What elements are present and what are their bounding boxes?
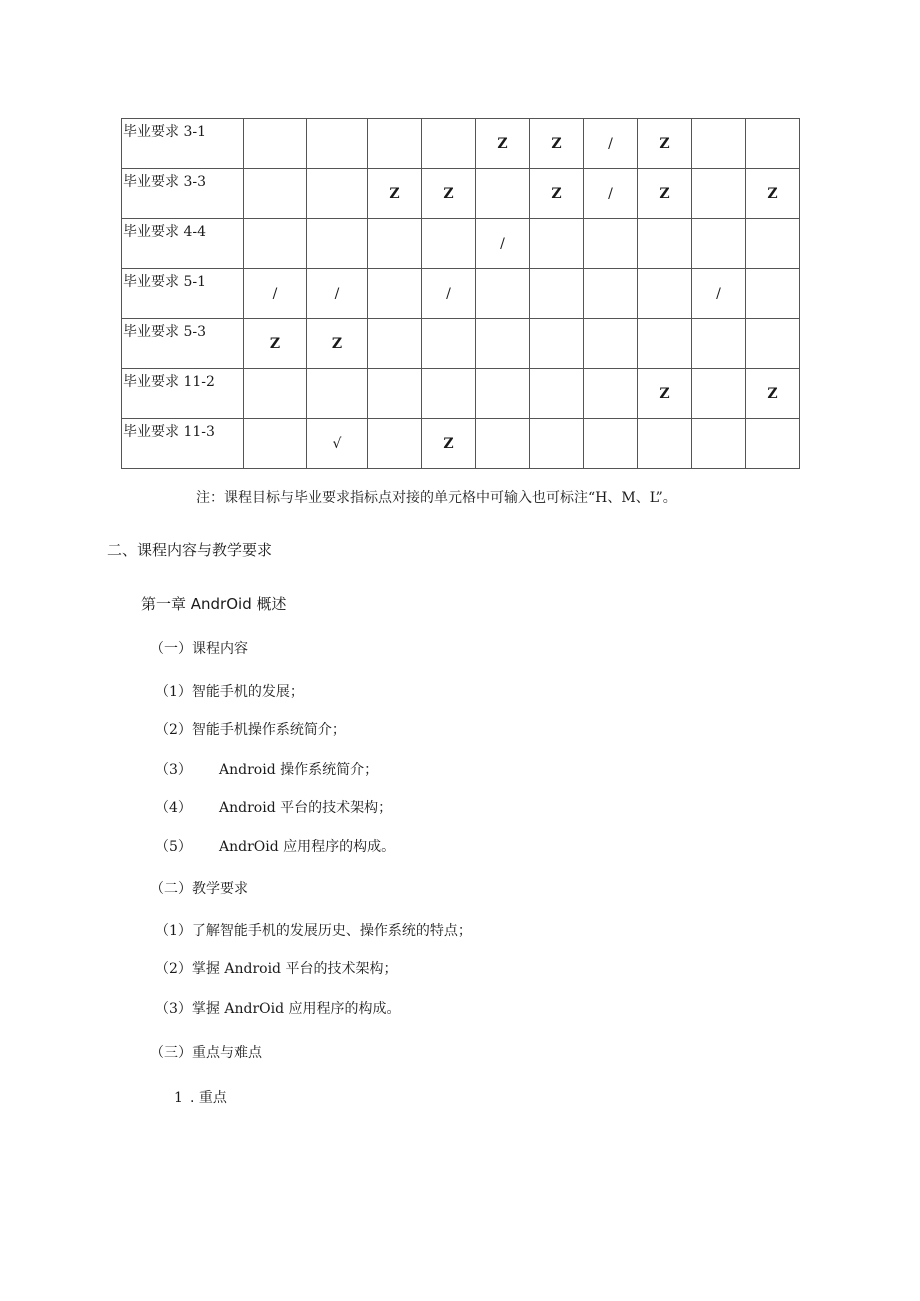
matrix-cell bbox=[638, 219, 692, 269]
content-item bbox=[155, 836, 395, 856]
matrix-row bbox=[122, 319, 800, 369]
matrix-cell: / bbox=[476, 219, 530, 269]
content-item bbox=[155, 719, 346, 739]
matrix-body bbox=[122, 119, 800, 469]
matrix-cell bbox=[638, 319, 692, 369]
matrix-cell bbox=[368, 369, 422, 419]
matrix-cell bbox=[692, 219, 746, 269]
matrix-row bbox=[122, 419, 800, 469]
matrix-cell bbox=[476, 169, 530, 219]
matrix-cell bbox=[584, 369, 638, 419]
matrix-cell: Z bbox=[244, 319, 307, 369]
matrix-row bbox=[122, 169, 800, 219]
keypoints-item bbox=[174, 1087, 227, 1107]
matrix-cell bbox=[476, 369, 530, 419]
requirement-item bbox=[155, 920, 472, 940]
matrix-cell bbox=[307, 369, 368, 419]
matrix-cell: Z bbox=[638, 169, 692, 219]
matrix-cell: / bbox=[422, 269, 476, 319]
item-number: （5） bbox=[155, 839, 192, 855]
matrix-row bbox=[122, 369, 800, 419]
matrix-cell: Z bbox=[530, 119, 584, 169]
chapter-title: 第一章 AndrOid 概述 bbox=[141, 595, 287, 613]
matrix-cell bbox=[746, 219, 800, 269]
item-text: 智能手机的发展； bbox=[191, 684, 304, 700]
matrix-cell bbox=[638, 269, 692, 319]
matrix-cell bbox=[244, 219, 307, 269]
matrix-cell bbox=[692, 419, 746, 469]
matrix-cell bbox=[530, 319, 584, 369]
course-content-heading: （一）课程内容 bbox=[150, 641, 248, 657]
matrix-cell bbox=[368, 419, 422, 469]
content-item bbox=[155, 681, 304, 701]
matrix-cell bbox=[530, 369, 584, 419]
item-number: 1 bbox=[174, 1090, 183, 1106]
item-number: （3） bbox=[155, 1001, 192, 1017]
item-number: （3） bbox=[155, 762, 192, 778]
item-text: 掌握 AndrOid 应用程序的构成。 bbox=[191, 1001, 401, 1017]
matrix-cell bbox=[584, 219, 638, 269]
item-text: AndrOid 应用程序的构成。 bbox=[219, 839, 396, 855]
matrix-cell bbox=[368, 269, 422, 319]
item-number: （2） bbox=[155, 961, 192, 977]
matrix-cell bbox=[422, 369, 476, 419]
matrix-row bbox=[122, 219, 800, 269]
matrix-cell bbox=[307, 219, 368, 269]
section-title: 二、课程内容与教学要求 bbox=[107, 541, 273, 559]
teaching-requirements-heading: （二）教学要求 bbox=[150, 881, 248, 897]
item-number: （1） bbox=[155, 923, 192, 939]
matrix-cell bbox=[244, 119, 307, 169]
matrix-cell bbox=[368, 119, 422, 169]
matrix-cell bbox=[692, 319, 746, 369]
matrix-cell: Z bbox=[746, 169, 800, 219]
requirement-item bbox=[155, 958, 397, 978]
matrix-cell: / bbox=[307, 269, 368, 319]
matrix-cell bbox=[530, 269, 584, 319]
matrix-cell bbox=[638, 419, 692, 469]
matrix-cell: Z bbox=[530, 169, 584, 219]
matrix-cell bbox=[746, 319, 800, 369]
row-label: 毕业要求 5-3 bbox=[122, 319, 244, 369]
row-label: 毕业要求 3-1 bbox=[122, 119, 244, 169]
row-label: 毕业要求 5-1 bbox=[122, 269, 244, 319]
item-text: Android 平台的技术架构； bbox=[219, 800, 393, 816]
matrix-cell bbox=[307, 119, 368, 169]
matrix-cell bbox=[584, 419, 638, 469]
matrix-cell: Z bbox=[422, 419, 476, 469]
row-label: 毕业要求 3-3 bbox=[122, 169, 244, 219]
item-text: 掌握 Android 平台的技术架构； bbox=[191, 961, 398, 977]
matrix-cell bbox=[307, 169, 368, 219]
matrix-row bbox=[122, 269, 800, 319]
item-text: Android 操作系统简介； bbox=[219, 762, 379, 778]
matrix-row bbox=[122, 119, 800, 169]
matrix-cell: Z bbox=[476, 119, 530, 169]
matrix-cell bbox=[368, 319, 422, 369]
item-number: （1） bbox=[155, 684, 192, 700]
table-note: 注：课程目标与毕业要求指标点对接的单元格中可输入也可标注“H、M、L”。 bbox=[196, 490, 677, 506]
item-number: （4） bbox=[155, 800, 192, 816]
matrix-cell: Z bbox=[638, 119, 692, 169]
matrix-cell: Z bbox=[746, 369, 800, 419]
matrix-cell bbox=[746, 269, 800, 319]
matrix-cell bbox=[692, 169, 746, 219]
matrix-cell bbox=[476, 269, 530, 319]
content-item bbox=[155, 759, 378, 779]
matrix-cell bbox=[584, 319, 638, 369]
matrix-cell: Z bbox=[638, 369, 692, 419]
matrix-cell bbox=[692, 369, 746, 419]
matrix-cell: / bbox=[584, 169, 638, 219]
item-text: 智能手机操作系统简介； bbox=[191, 722, 346, 738]
graduation-requirement-matrix bbox=[121, 118, 800, 469]
matrix-cell: Z bbox=[368, 169, 422, 219]
item-number: （2） bbox=[155, 722, 192, 738]
row-label: 毕业要求 11-3 bbox=[122, 419, 244, 469]
matrix-cell: / bbox=[584, 119, 638, 169]
content-item bbox=[155, 797, 392, 817]
matrix-cell bbox=[244, 369, 307, 419]
item-text: 了解智能手机的发展历史、操作系统的特点； bbox=[191, 923, 472, 939]
row-label: 毕业要求 11-2 bbox=[122, 369, 244, 419]
matrix-cell: / bbox=[244, 269, 307, 319]
matrix-cell bbox=[530, 419, 584, 469]
matrix-cell bbox=[476, 419, 530, 469]
matrix-cell: / bbox=[692, 269, 746, 319]
row-label: 毕业要求 4-4 bbox=[122, 219, 244, 269]
requirement-item bbox=[155, 998, 401, 1018]
matrix-cell bbox=[244, 419, 307, 469]
matrix-cell bbox=[746, 119, 800, 169]
matrix-cell: √ bbox=[307, 419, 368, 469]
matrix-cell bbox=[476, 319, 530, 369]
matrix-cell bbox=[244, 169, 307, 219]
matrix-cell: Z bbox=[307, 319, 368, 369]
matrix-cell bbox=[584, 269, 638, 319]
matrix-cell bbox=[422, 119, 476, 169]
matrix-cell bbox=[422, 219, 476, 269]
matrix-cell: Z bbox=[422, 169, 476, 219]
matrix-cell bbox=[422, 319, 476, 369]
matrix-cell bbox=[692, 119, 746, 169]
matrix-cell bbox=[368, 219, 422, 269]
keypoints-heading: （三）重点与难点 bbox=[150, 1045, 262, 1061]
item-text: . 重点 bbox=[190, 1090, 227, 1106]
matrix-cell bbox=[530, 219, 584, 269]
matrix-cell bbox=[746, 419, 800, 469]
